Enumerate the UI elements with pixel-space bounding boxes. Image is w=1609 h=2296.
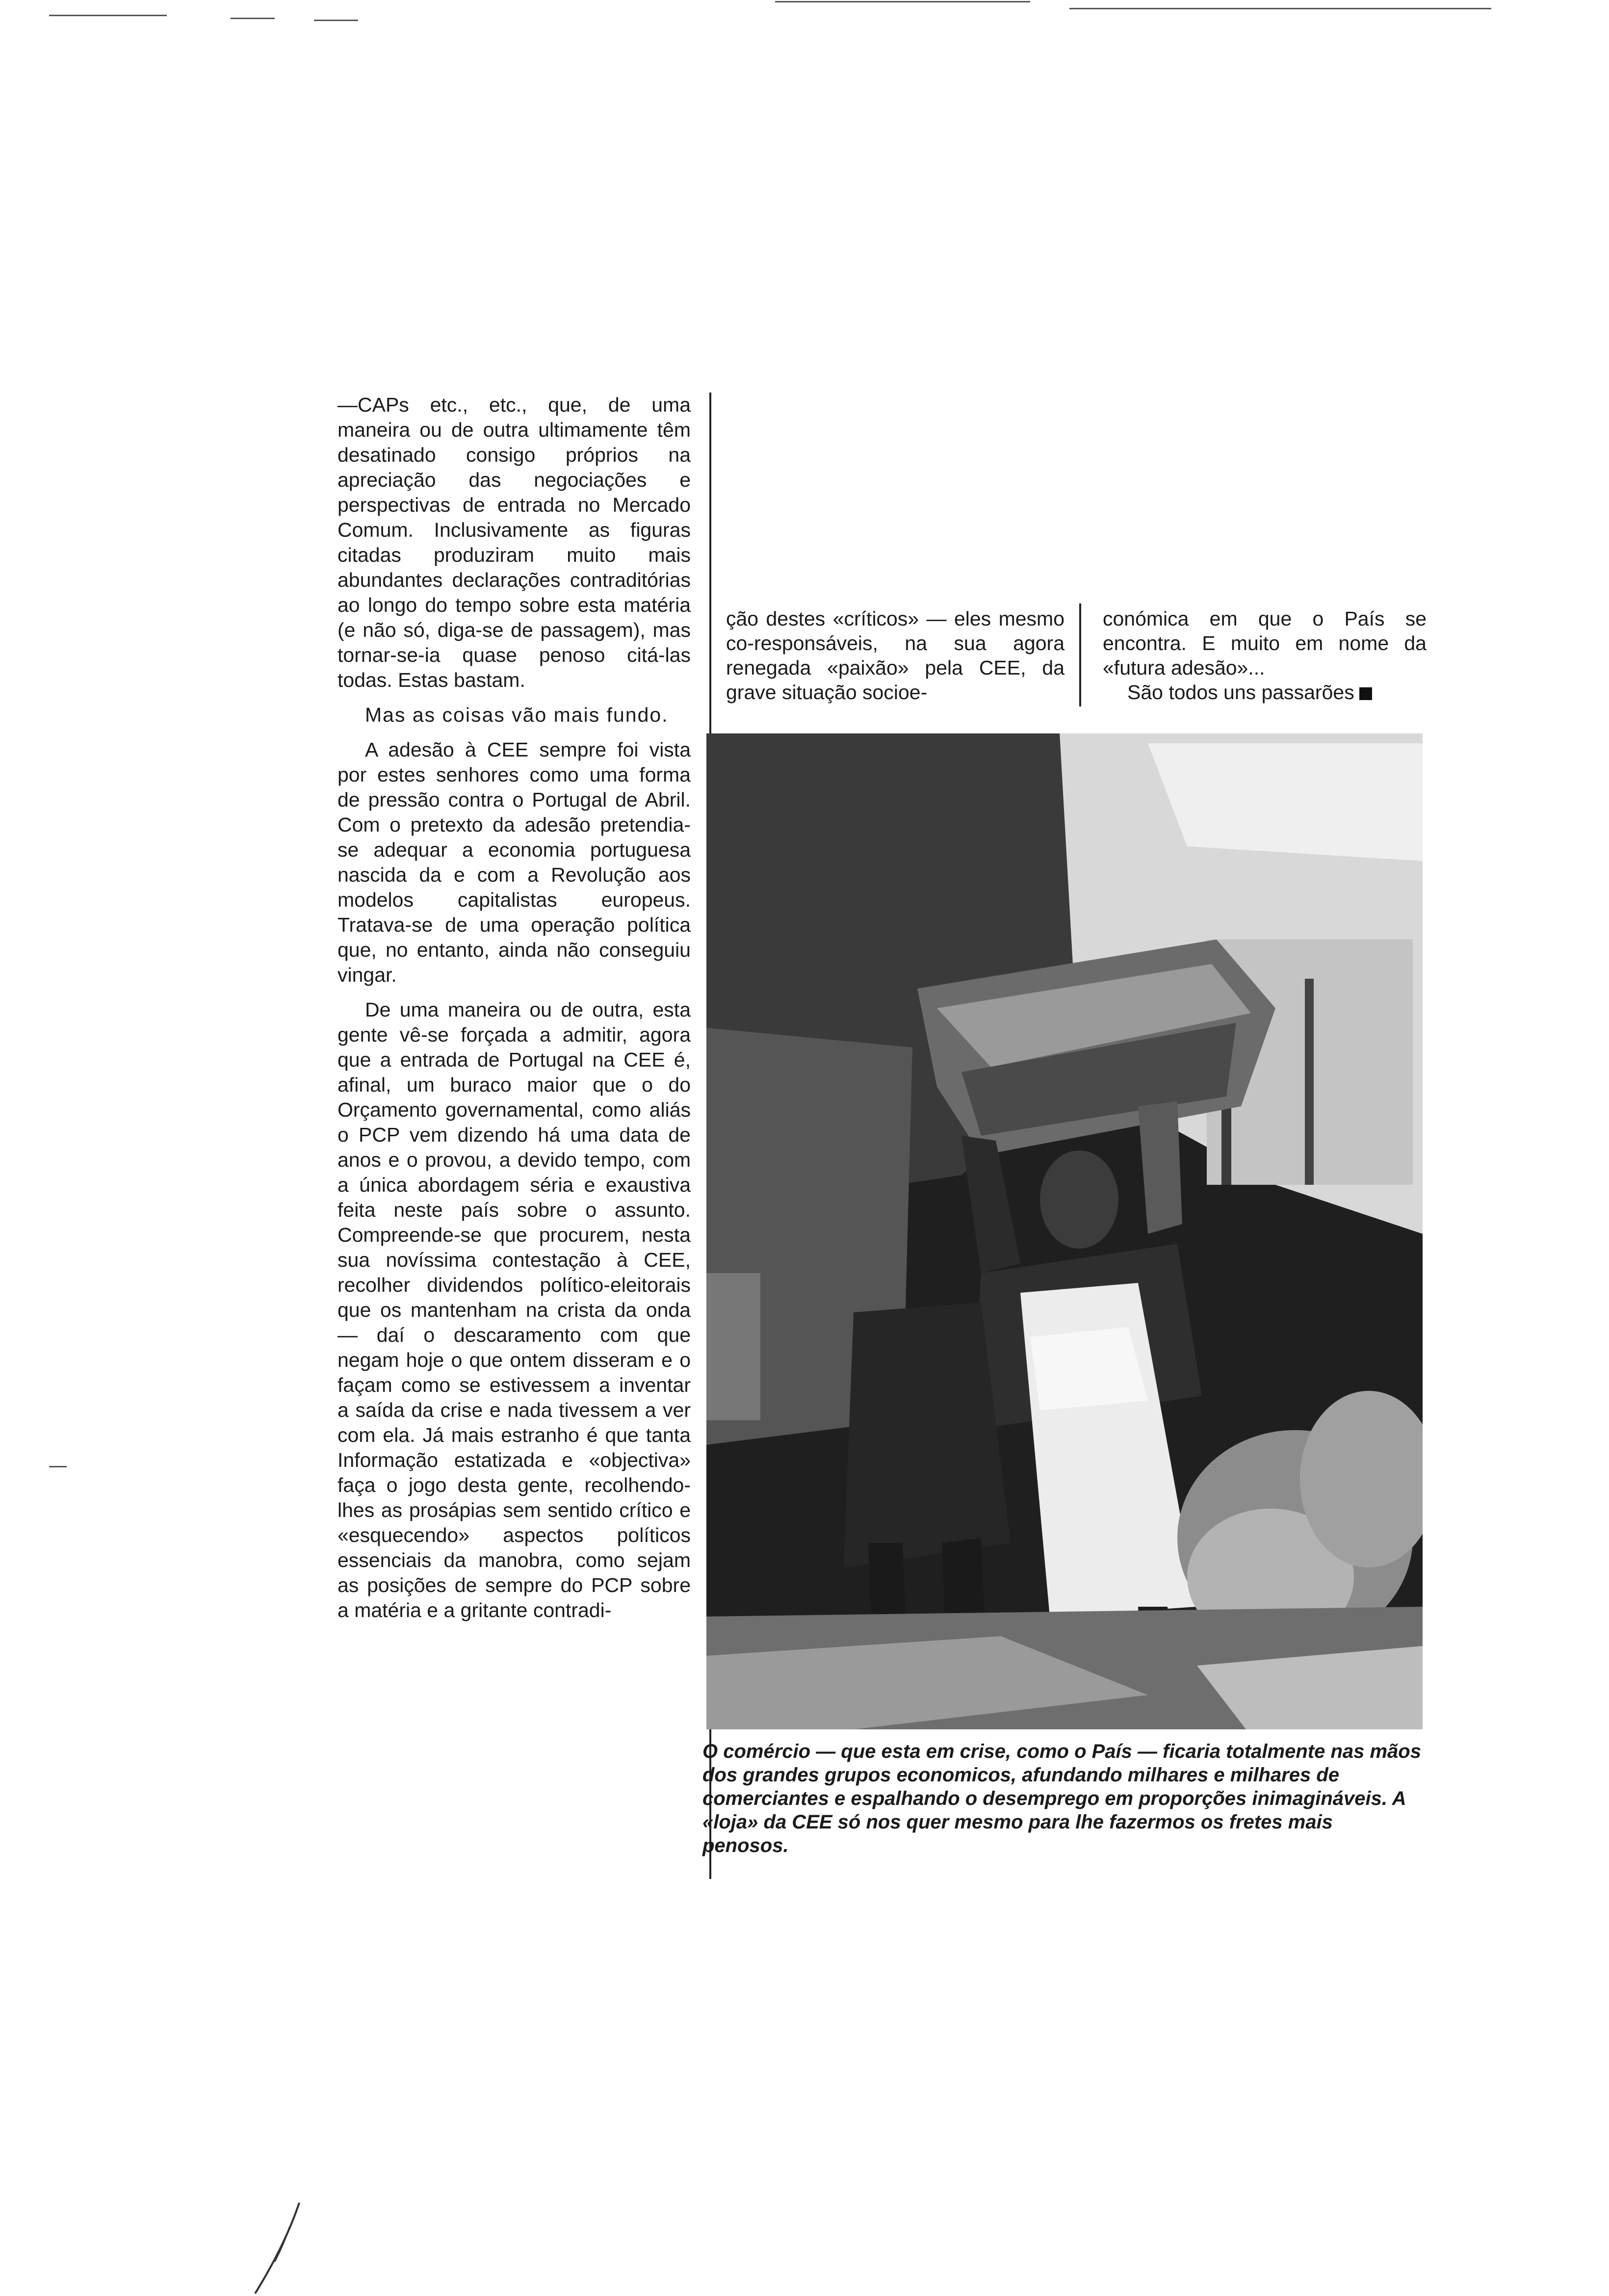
scan-mark — [231, 18, 275, 19]
pen-mark-icon — [245, 2198, 314, 2296]
photo-porter-carrying-crate-icon — [706, 733, 1423, 1729]
article-left-column — [337, 392, 691, 1633]
caption-text: O comércio — que esta em crise, como o País — ficaria totalmente nas mãos dos grandes grupos economicos, afundando milhares e milhares de comerciantes e espalhando o desemprego em proporções inimagináveis. A «loja» da CEE só nos quer mesmo para lhe fazermos os fretes mais penosos. — [702, 1741, 1421, 1856]
article-right-top — [1103, 606, 1427, 704]
scan-mark — [49, 1466, 67, 1467]
article-paragraph: conómica em que o País se encontra. E muito em nome da «futura adesão»... — [1103, 607, 1427, 679]
scan-mark — [314, 20, 358, 21]
closing-text: São todos uns passarões — [1127, 681, 1354, 704]
article-paragraph: —CAPs etc., etc., que, de uma maneira ou de outra ultimamente têm desatinado consigo próprios na apreciação das negociações e perspectivas de entrada no Mercado Comum. Inclusivamente as figuras citadas produziram muito mais abundantes declarações contraditórias ao longo do tempo sobre esta matéria (e não só, diga-se de passagem), mas tornar-se-ia quase penoso citá-las todas. Estas bastam. — [337, 393, 691, 691]
news-photo — [706, 733, 1423, 1729]
end-mark-icon — [1359, 687, 1372, 700]
article-paragraph: De uma maneira ou de outra, esta gente vê-se forçada a admitir, agora que a entrada de Portugal na CEE é, afinal, um buraco maior que o do Orçamento governamental, como aliás o PCP vem dizendo há uma data de anos e o provou, a devido tempo, com a única abordagem séria e exaustiva feita neste país sobre o assunto. Compreende-se que procurem, nesta sua novíssima contestação à CEE, recolher dividendos político-eleitorais que os mantenham na crista da onda — daí o descaramento com que negam hoje o que ontem disseram e o façam como se estivessem a inventar a saída da crise e nada tivessem a ver com ela. Já mais estranho é que tanta Informação estatizada e «objectiva» faça o jogo desta gente, recolhendo-lhes as prosápias sem sentido crítico e «esquecendo» aspectos políticos essenciais da manobra, como sejam as posições de sempre do PCP sobre a matéria e a gritante contradi- — [337, 998, 691, 1621]
scan-mark — [775, 1, 1030, 2]
article-middle-top — [726, 606, 1064, 704]
scan-mark — [49, 15, 167, 16]
article-paragraph: A adesão à CEE sempre foi vista por estes senhores como uma forma de pressão contra o Portugal de Abril. Com o pretexto da adesão pretendia-se adequar a economia portuguesa nascida da e com a Revolução aos modelos capitalistas europeus. Tratava-se de uma operação política que, no entanto, ainda não conseguiu vingar. — [337, 738, 691, 986]
column-rule — [1079, 603, 1081, 706]
photo-caption — [702, 1740, 1424, 1857]
article-paragraph: ção destes «críticos» — eles mesmo co-responsáveis, na sua agora renegada «paixão» pela CEE, da grave situação socioe- — [726, 607, 1064, 704]
article-closing-line — [1103, 680, 1427, 704]
article-paragraph: Mas as coisas vão mais fundo. — [365, 704, 669, 726]
scan-mark — [1069, 8, 1491, 9]
